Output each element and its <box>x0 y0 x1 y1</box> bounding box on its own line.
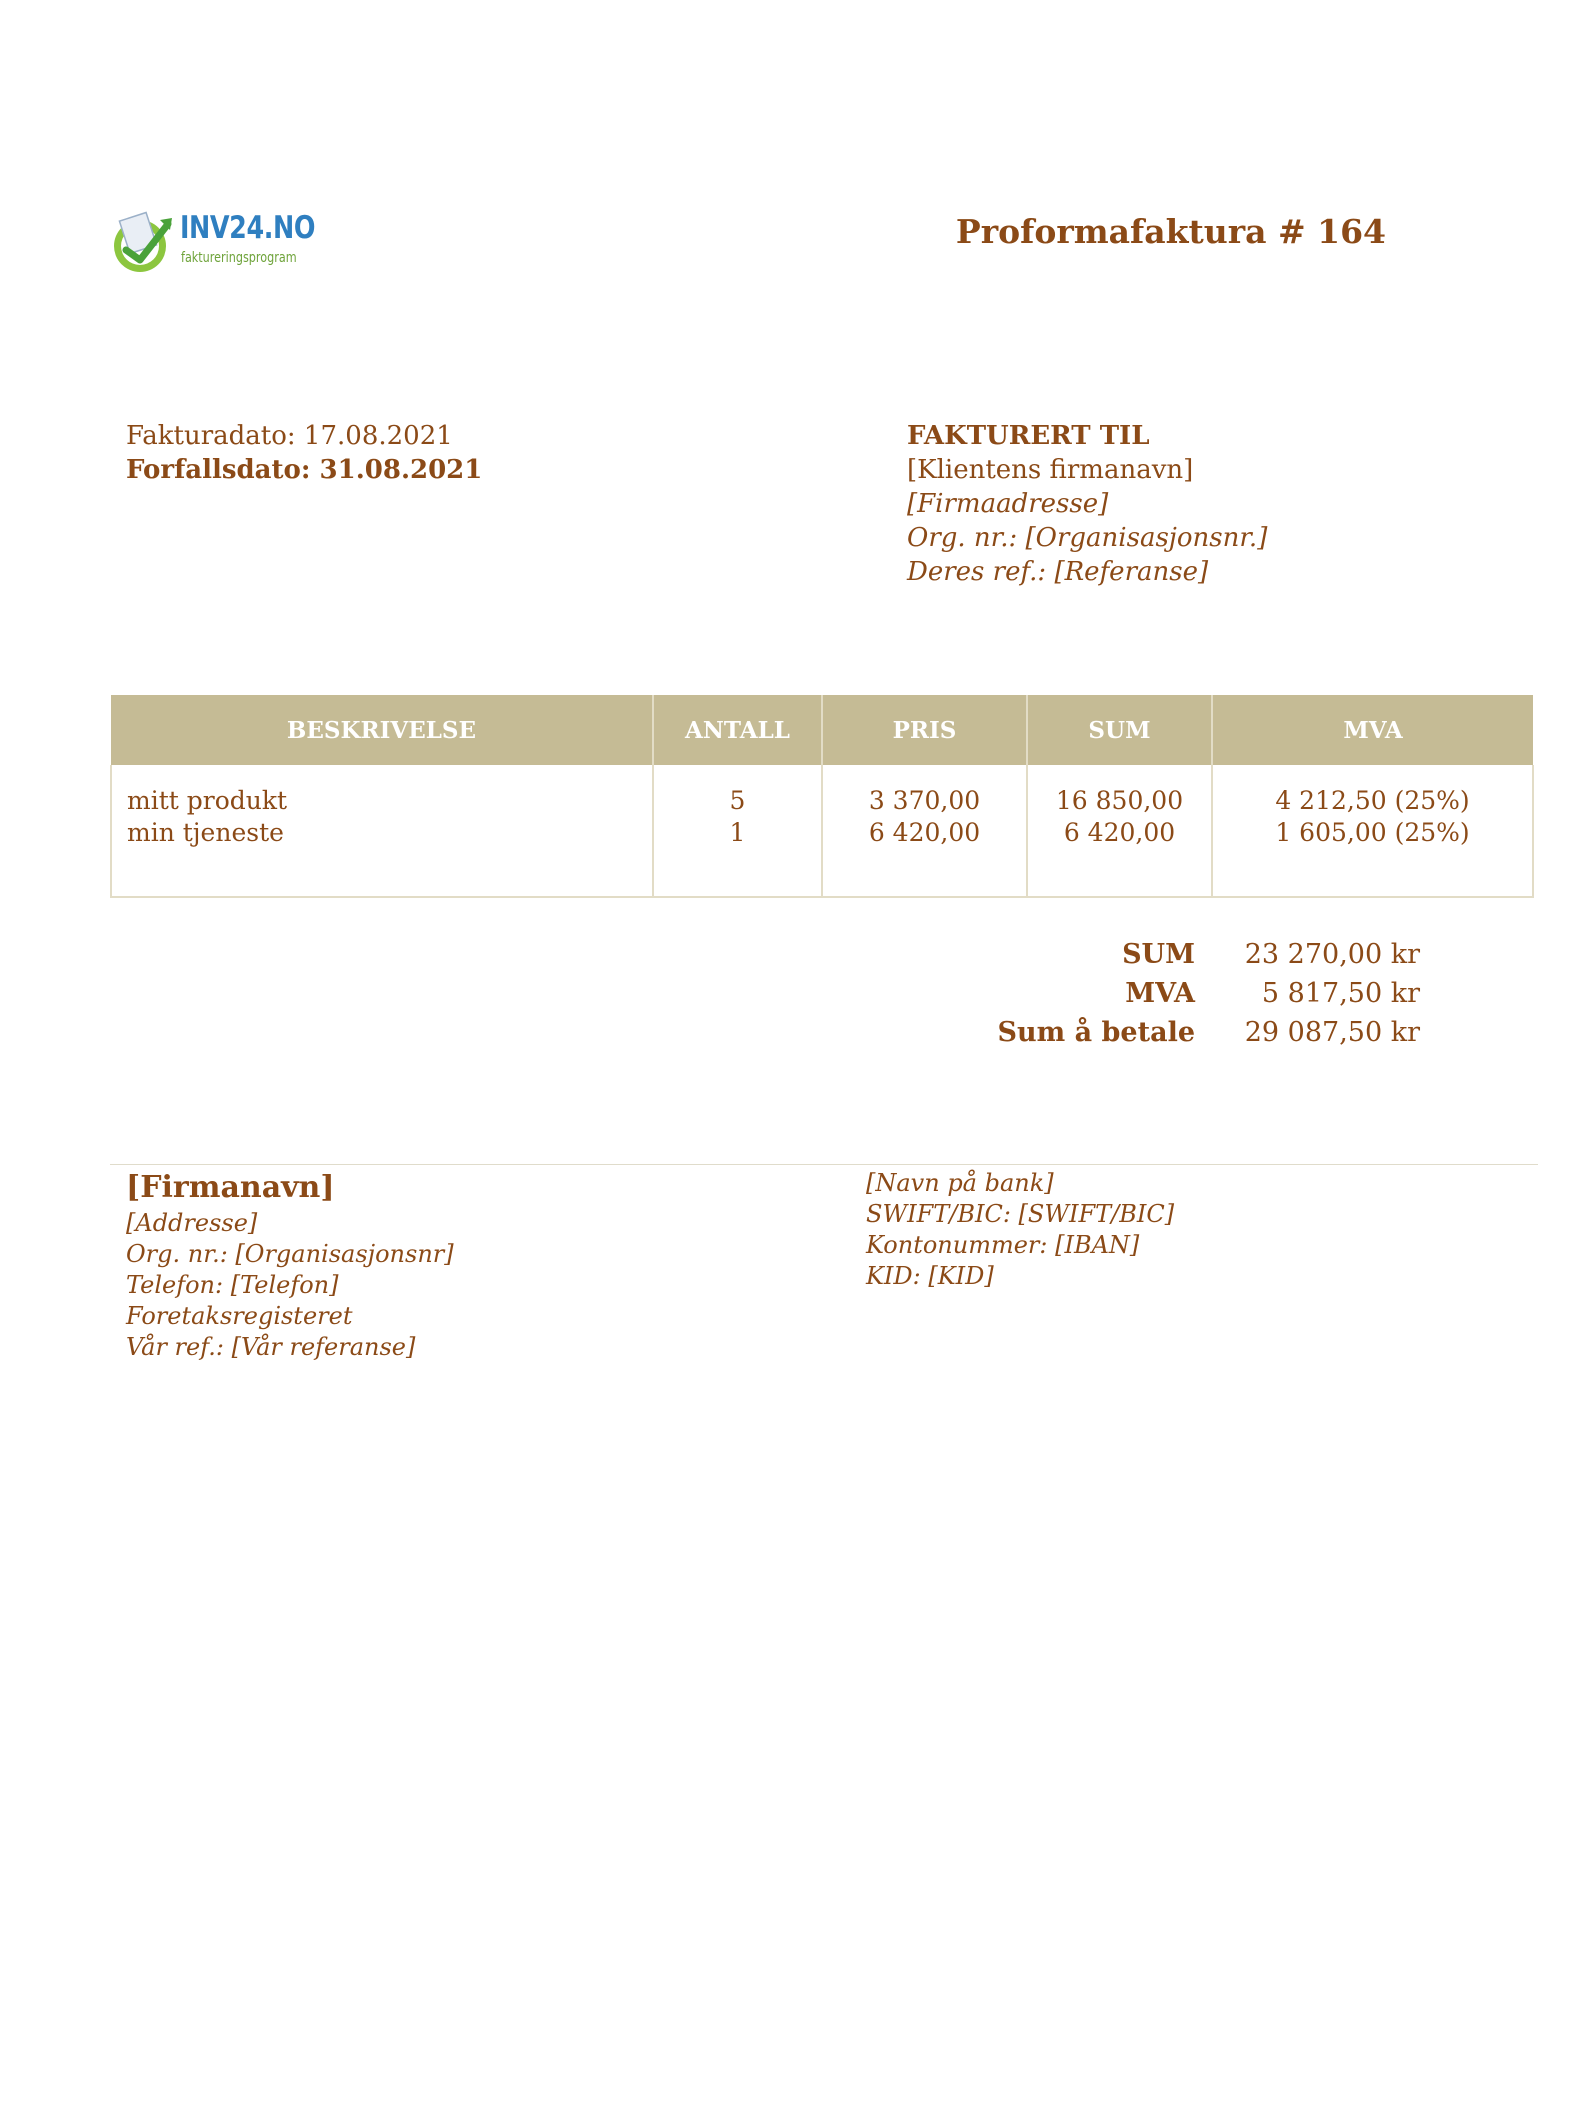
invoice-dates <box>126 419 482 487</box>
client-org-nr: Org. nr.: [Organisasjonsnr.] <box>907 523 1268 553</box>
seller-name: [Firmanavn] <box>126 1170 335 1205</box>
table-body-row <box>111 765 1533 897</box>
vat-cell <box>1212 765 1533 897</box>
header-vat: MVA <box>1212 695 1533 765</box>
client-address: [Firmaadresse] <box>907 489 1109 519</box>
totals-sum-row <box>900 935 1450 974</box>
seller-our-ref: Vår ref.: [Vår referanse] <box>126 1333 416 1361</box>
header-description: BESKRIVELSE <box>111 695 653 765</box>
billed-to-block <box>907 419 1267 589</box>
sum-cell <box>1027 765 1212 897</box>
due-date: Forfallsdato: 31.08.2021 <box>126 455 483 485</box>
price-cell <box>822 765 1027 897</box>
item-vat: 1 605,00 (25%) <box>1275 818 1470 847</box>
total-label: Sum å betale <box>997 1017 1195 1048</box>
footer-divider <box>110 1164 1538 1165</box>
table-header-row <box>111 695 1533 765</box>
seller-phone: Telefon: [Telefon] <box>126 1271 339 1299</box>
bank-kid: KID: [KID] <box>866 1262 994 1290</box>
vat-value: 5 817,50 kr <box>1261 978 1420 1009</box>
items-table <box>110 695 1534 898</box>
header-price: PRIS <box>822 695 1027 765</box>
vat-label: MVA <box>1125 978 1195 1009</box>
logo-brand-text: INV24.NO <box>180 210 316 246</box>
totals-block <box>900 935 1450 1052</box>
item-sum: 6 420,00 <box>1063 818 1176 847</box>
seller-address: [Addresse] <box>126 1209 258 1237</box>
description-cell <box>111 765 653 897</box>
item-description: mitt produkt <box>127 786 288 815</box>
seller-register: Foretaksregisteret <box>126 1302 353 1330</box>
sum-label: SUM <box>1122 939 1195 970</box>
quantity-cell <box>653 765 822 897</box>
invoice-date: Fakturadato: 17.08.2021 <box>126 421 453 451</box>
company-logo <box>110 208 316 278</box>
seller-block <box>126 1168 454 1363</box>
sum-value: 23 270,00 kr <box>1244 939 1420 970</box>
header-quantity: ANTALL <box>653 695 822 765</box>
totals-grand-row <box>900 1013 1450 1052</box>
bank-name: [Navn på bank] <box>866 1169 1054 1197</box>
client-company: [Klientens firmanavn] <box>907 455 1194 485</box>
header-sum: SUM <box>1027 695 1212 765</box>
item-price: 3 370,00 <box>868 786 981 815</box>
total-value: 29 087,50 kr <box>1244 1017 1420 1048</box>
client-reference: Deres ref.: [Referanse] <box>907 557 1209 587</box>
item-quantity: 1 <box>729 818 746 847</box>
seller-org-nr: Org. nr.: [Organisasjonsnr] <box>126 1240 454 1268</box>
item-description: min tjeneste <box>127 818 284 847</box>
billed-to-heading: FAKTURERT TIL <box>907 421 1150 451</box>
item-vat: 4 212,50 (25%) <box>1275 786 1470 815</box>
logo-tagline: faktureringsprogram <box>181 250 297 266</box>
bank-account: Kontonummer: [IBAN] <box>866 1231 1140 1259</box>
item-quantity: 5 <box>729 786 746 815</box>
bank-block <box>866 1168 1174 1292</box>
item-price: 6 420,00 <box>868 818 981 847</box>
item-sum: 16 850,00 <box>1055 786 1184 815</box>
bank-swift: SWIFT/BIC: [SWIFT/BIC] <box>866 1200 1175 1228</box>
invoice-title: Proformafaktura # 164 <box>955 212 1386 251</box>
totals-vat-row <box>900 974 1450 1013</box>
logo-icon <box>110 210 176 276</box>
